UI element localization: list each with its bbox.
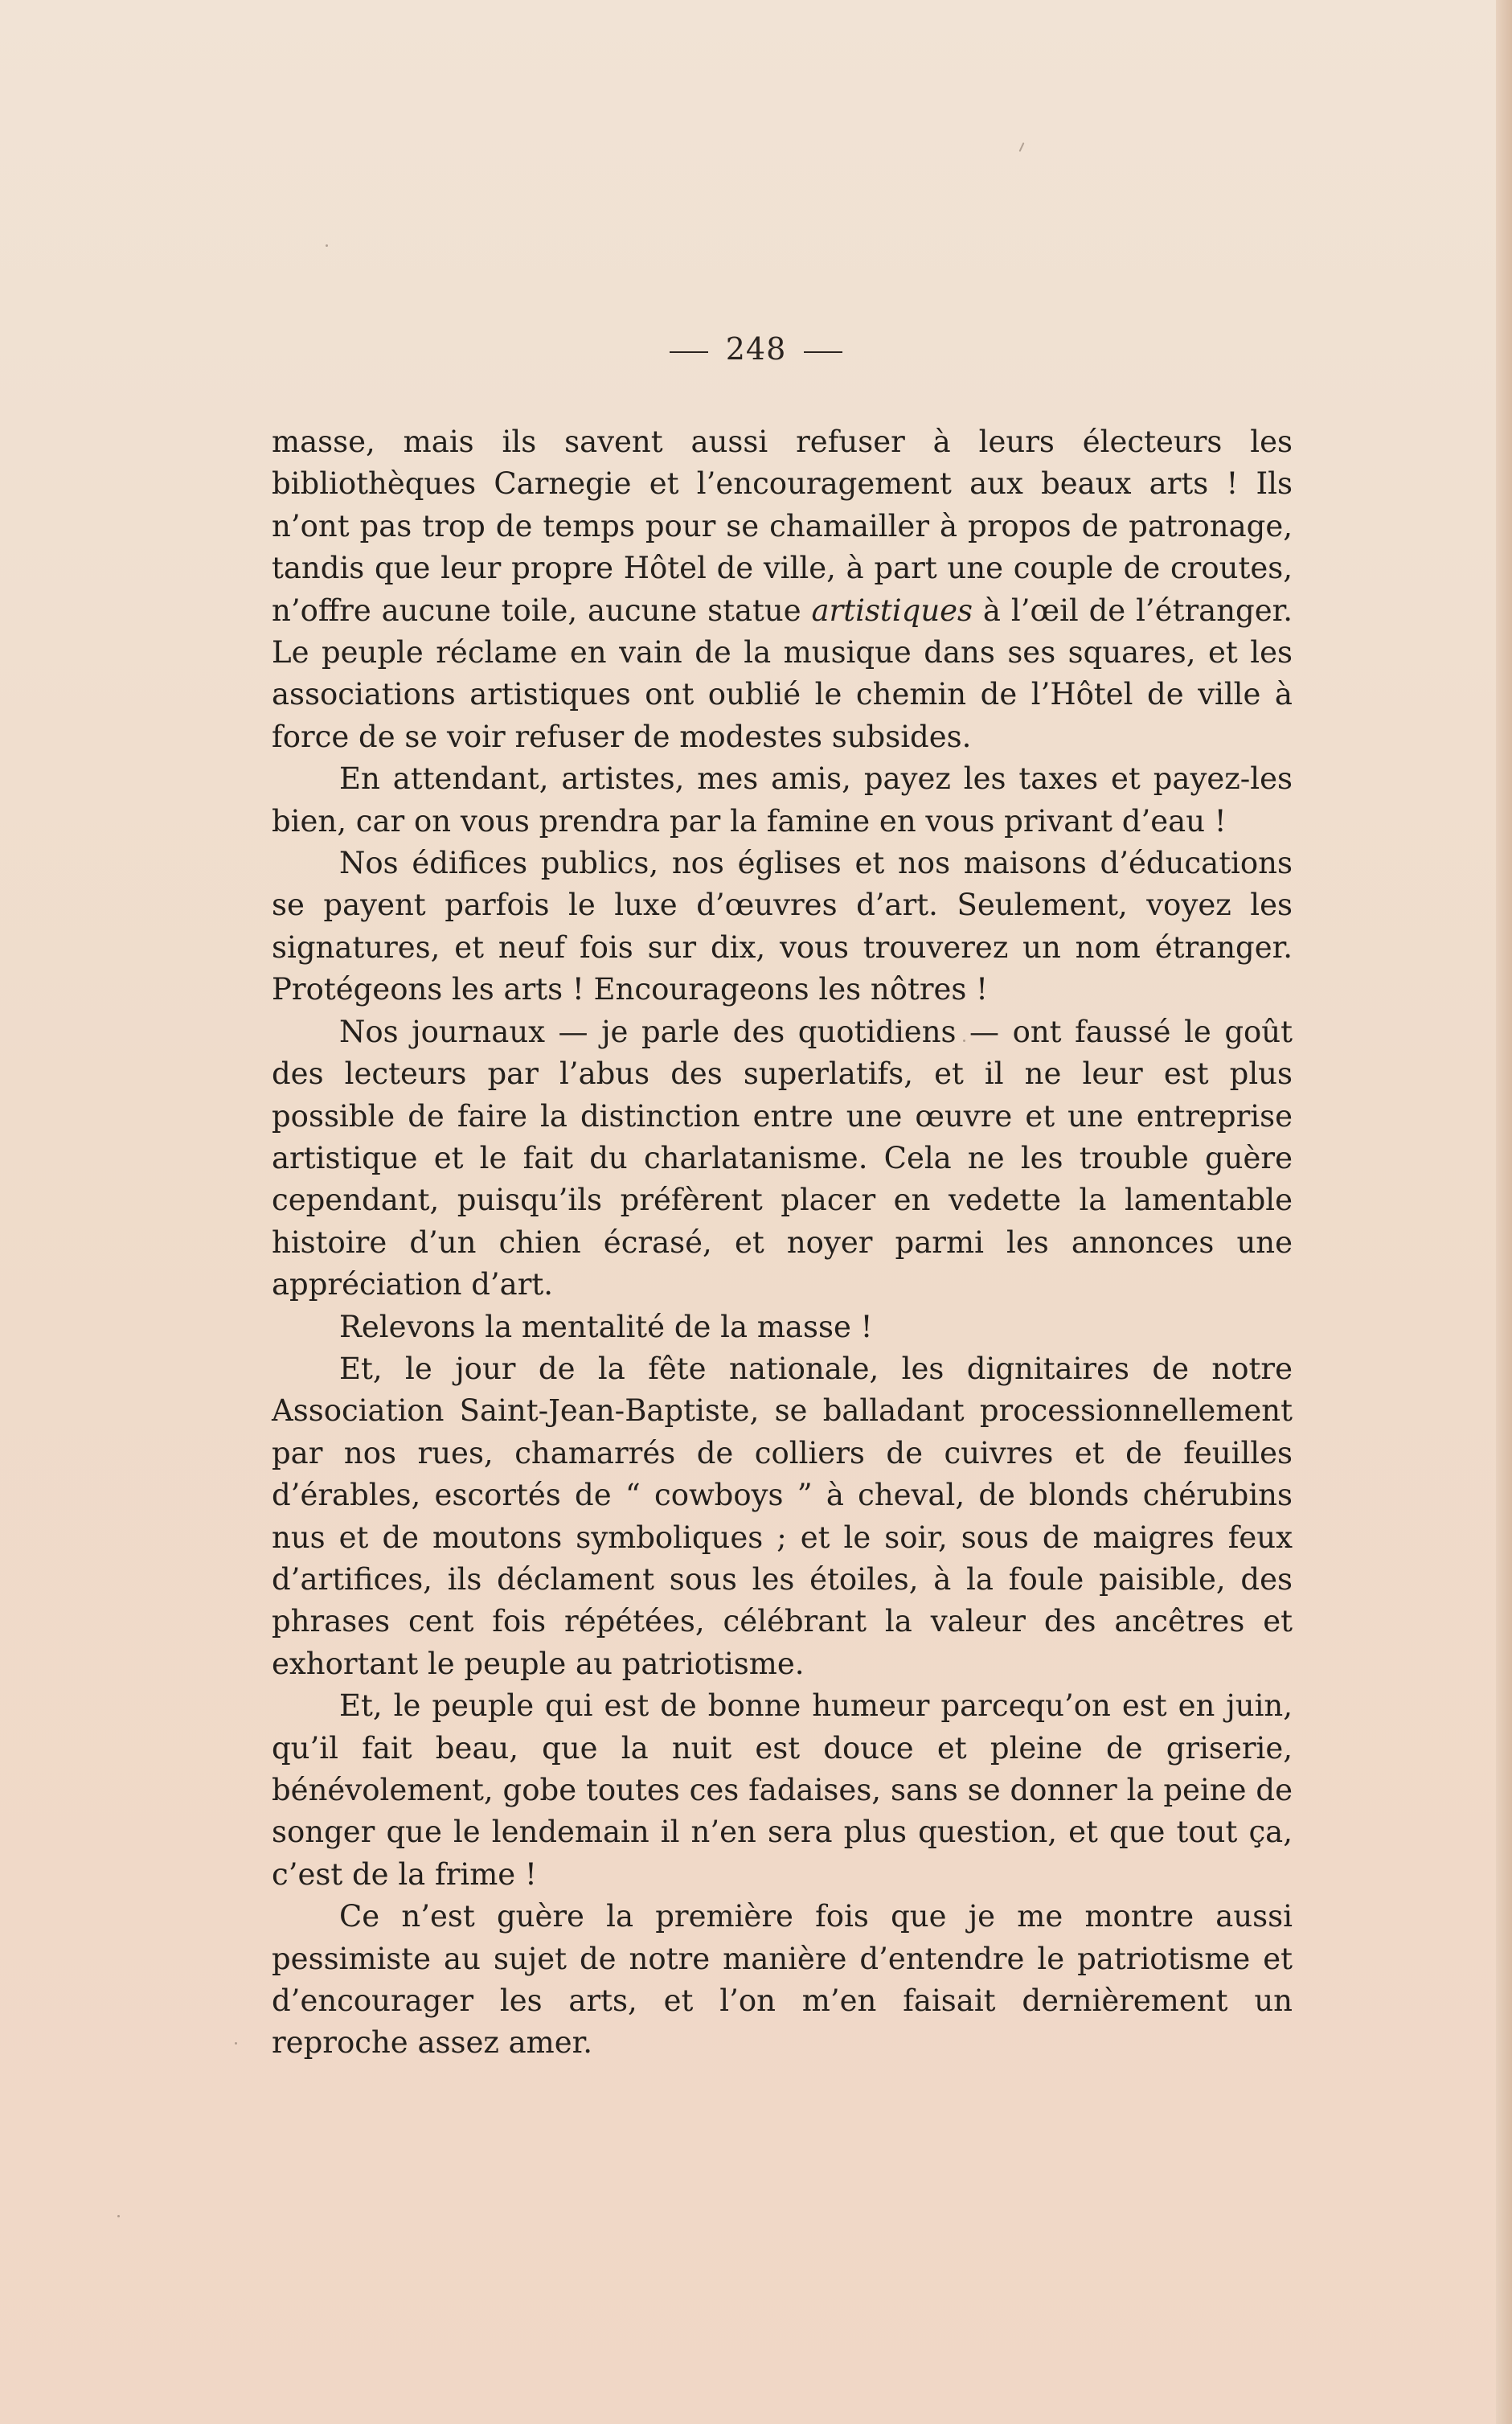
paper-speck xyxy=(117,2215,120,2217)
page-number xyxy=(0,331,1512,367)
page-number-value: 248 xyxy=(725,331,787,367)
page-number-dash-left xyxy=(670,351,708,353)
paper-speck xyxy=(1019,142,1025,152)
paragraph: En attendant, artistes, mes amis, payez les taxes et payez-les bien, car on vous prendra par la famine en vous privant d’eau ! xyxy=(272,761,1293,839)
paragraph: Et, le peuple qui est de bonne humeur parcequ’on est en juin, qu’il fait beau, que la nuit est douce et pleine de griserie, bénévolement, gobe toutes ces fadaises, sans se donner la peine de songer que le lendemain il n’en sera plus question, et que tout ça, c’est de la frime ! xyxy=(272,1688,1293,1892)
paragraph: Nos journaux — je parle des quotidiens — ont faussé le goût des lecteurs par l’abus des superlatifs, et il ne leur est plus possible de faire la distinction entre une œuvre et une entreprise artistique et le fait du charlatanisme. Cela ne les trouble guère cependant, puisqu’ils préfèrent placer en vedette la lamentable histoire d’un chien écrasé, et noyer parmi les annonces une appréciation d’art. xyxy=(272,1014,1293,1302)
paragraph-text: masse, mais ils savent aussi refuser à leurs électeurs les bibliothèques Carnegie et l’encouragement aux beaux arts ! Ils n’ont pas trop de temps pour se chamailler à propos de patronage, tandis que leur propre Hôtel de ville, à part une couple de croutes, n’offre aucune toile, aucune statue xyxy=(272,425,1293,628)
paragraph: Et, le jour de la fête nationale, les dignitaires de notre Association Saint-Jean-Baptiste, se balladant processionnellement par nos rues, chamarrés de colliers de cuivres et de feuilles d’érables, escortés de “ cowboys ” à cheval, de blonds chérubins nus et de moutons symboliques ; et le soir, sous de maigres feux d’artifices, ils déclament sous les étoiles, à la foule paisible, des phrases cent fois répétées, célébrant la valeur des ancêtres et exhortant le peuple au patriotisme. xyxy=(272,1351,1293,1681)
page-number-dash-right xyxy=(804,351,842,353)
paragraph: Relevons la mentalité de la masse ! xyxy=(339,1309,873,1344)
paper-speck xyxy=(326,244,328,247)
paper-speck xyxy=(235,2042,237,2045)
paragraph: Nos édifices publics, nos églises et nos maisons d’éducations se payent parfois le luxe d’œuvres d’art. Seulement, voyez les signatures, et neuf fois sur dix, vous trouverez un nom étranger. Protégeons les arts ! Encourageons les nôtres ! xyxy=(272,846,1293,1007)
paragraph: Ce n’est guère la première fois que je me montre aussi pessimiste au sujet de notre manière d’entendre le patriotisme et d’encourager les arts, et l’on m’en faisait dernièrement un reproche assez amer. xyxy=(272,1899,1293,2061)
emphasized-word: artistiques xyxy=(811,593,973,628)
paragraph-text: à l’œil de l’étranger. Le peuple réclame en vain de la musique dans ses squares, et les associations artistiques ont oublié le chemin de l’Hôtel de ville à force de se voir refuser de modestes subsides. xyxy=(272,593,1293,754)
paragraph xyxy=(272,421,1293,758)
body-text xyxy=(272,421,1293,2065)
